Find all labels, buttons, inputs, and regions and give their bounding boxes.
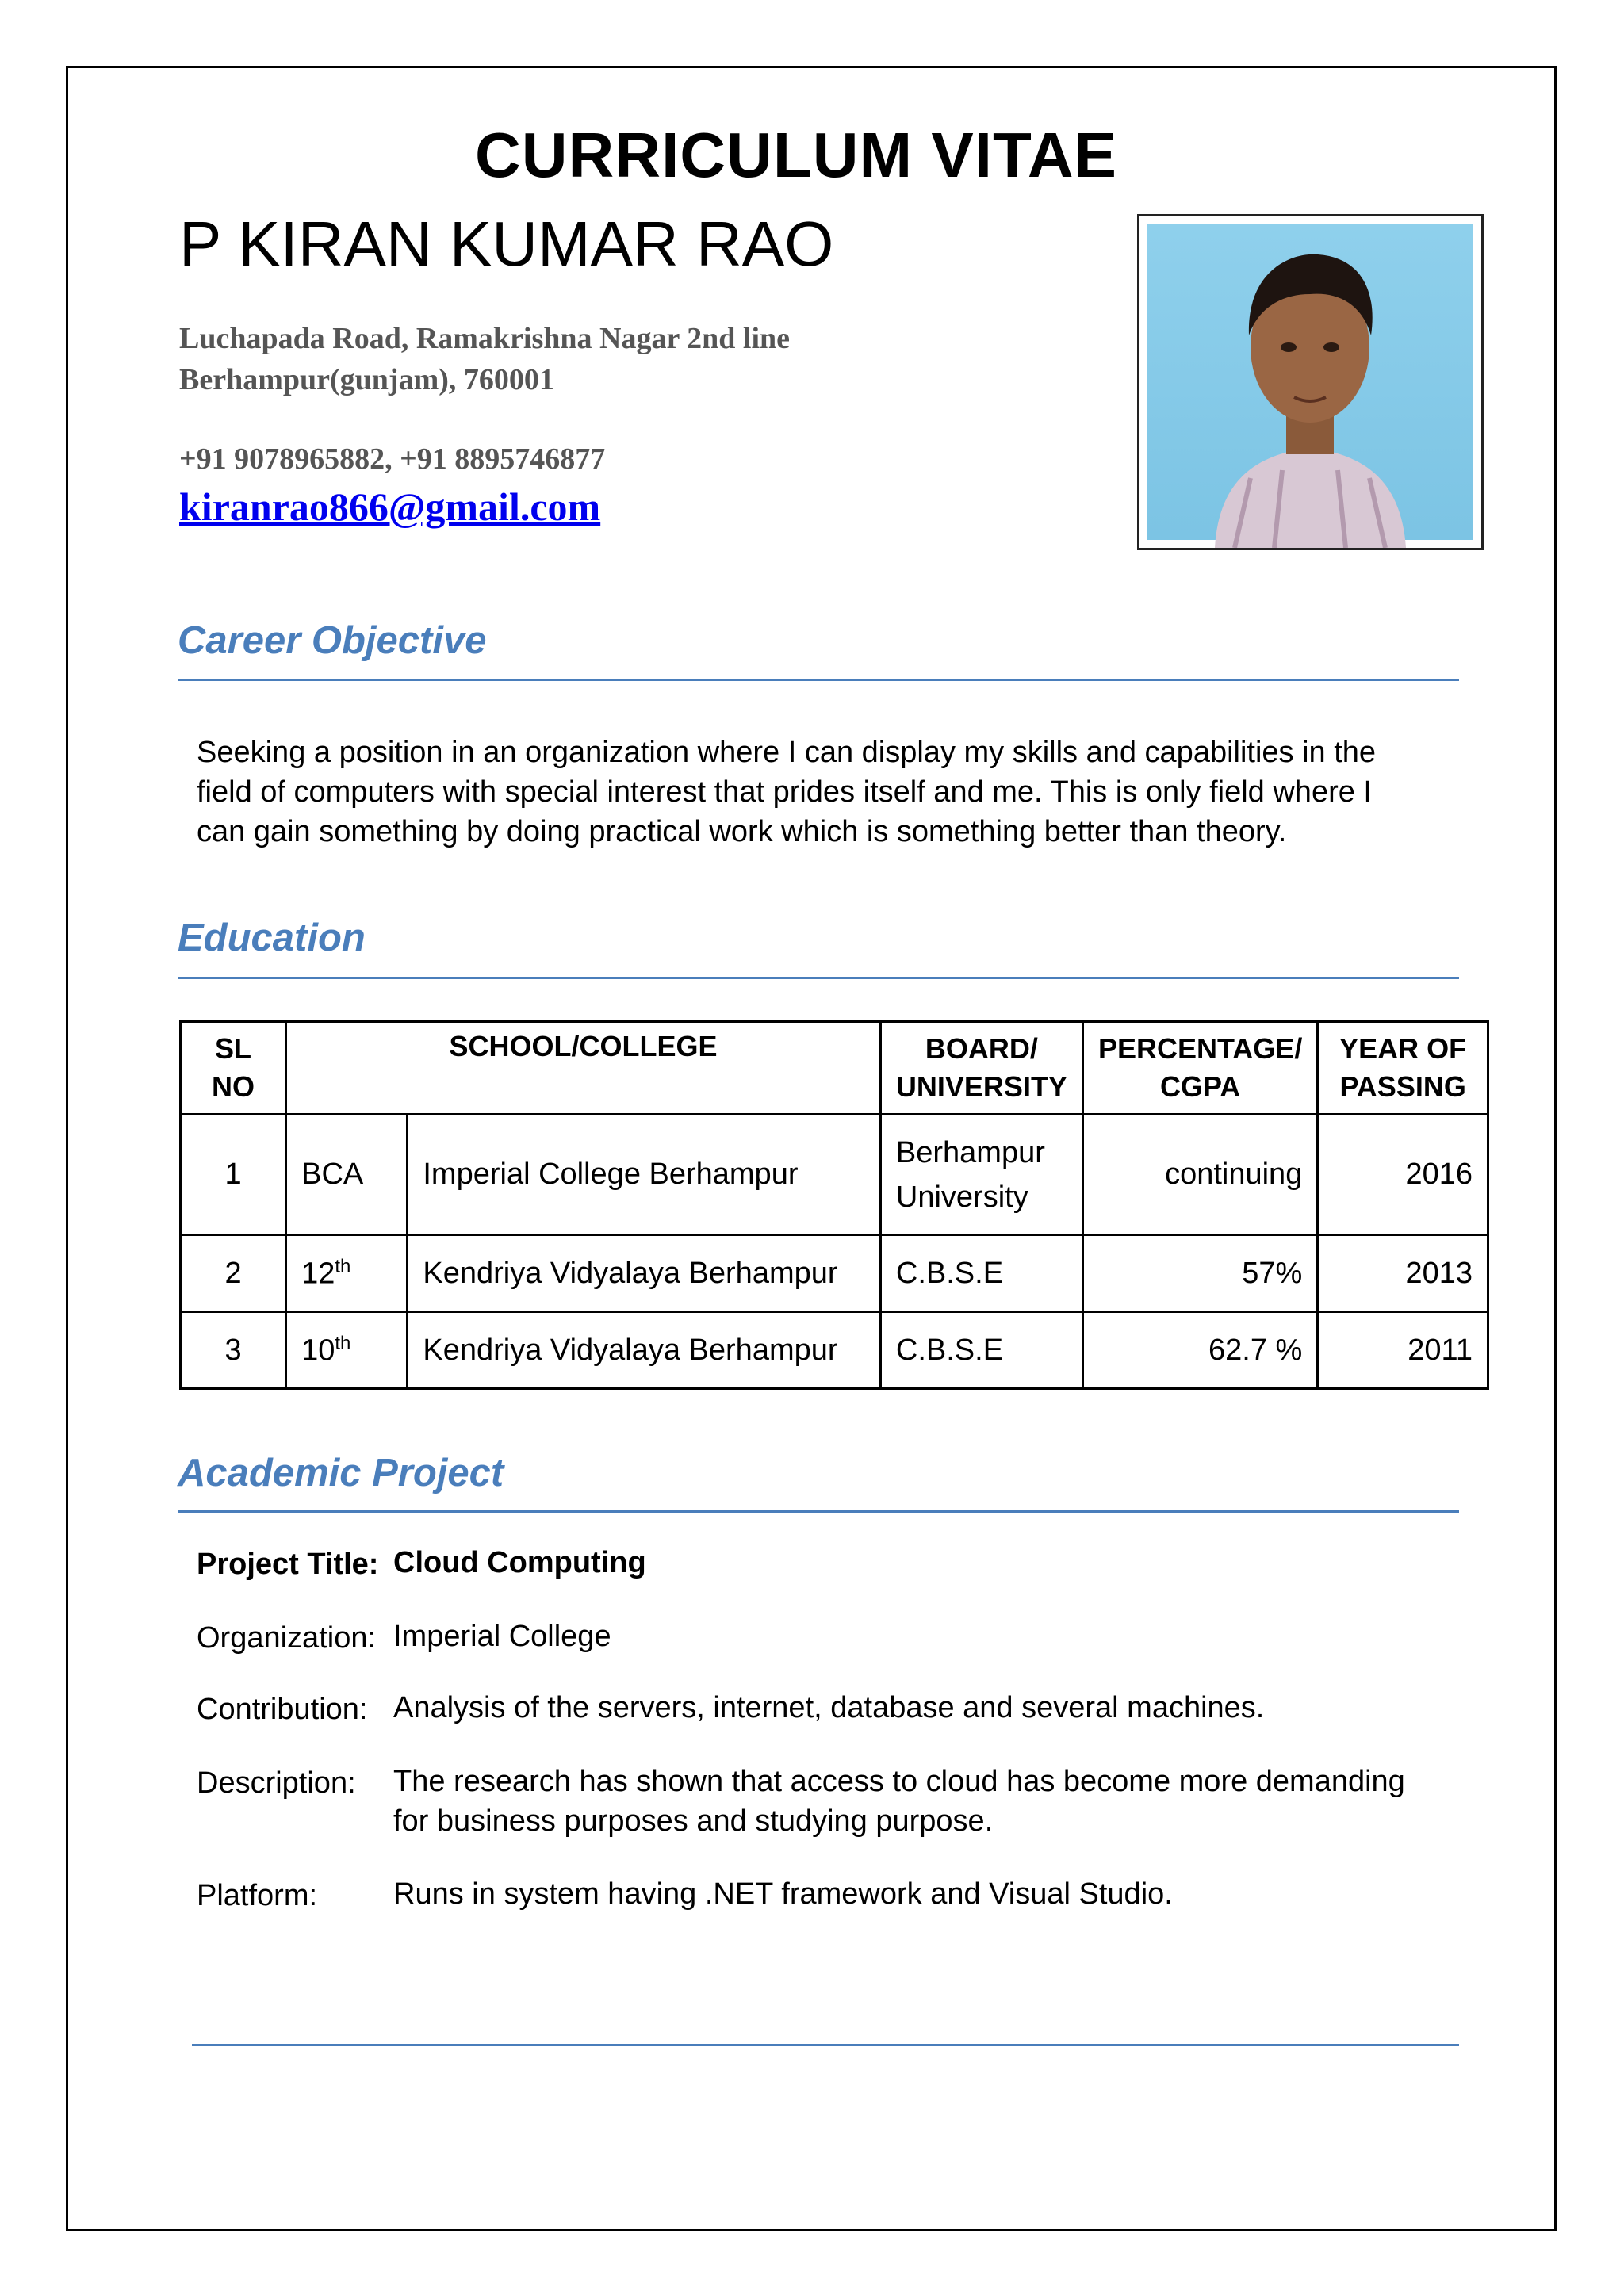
description-label: Description: [197, 1766, 356, 1800]
sl-cell: 1 [181, 1115, 286, 1235]
course-text: BCA [301, 1158, 364, 1191]
sl-cell: 3 [181, 1312, 286, 1389]
platform-label: Platform: [197, 1879, 318, 1912]
score-cell: 57% [1082, 1235, 1317, 1312]
year-cell: 2016 [1318, 1115, 1488, 1235]
email-link[interactable]: kiranrao866@gmail.com [179, 484, 601, 529]
phone-numbers: +91 9078965882, +91 8895746877 [179, 442, 606, 476]
organization-value: Imperial College [393, 1620, 611, 1653]
table-row [181, 1312, 1488, 1389]
board-cell: C.B.S.E [880, 1312, 1082, 1389]
contribution-label: Contribution: [197, 1693, 368, 1726]
document-title: CURRICULUM VITAE [474, 120, 1118, 190]
career-text-line: Seeking a position in an organization where I can display my skills and capabilities in the [197, 736, 1377, 769]
column-header: BOARD/ UNIVERSITY [880, 1022, 1082, 1115]
address-line-2: Berhampur(gunjam), 760001 [179, 363, 554, 396]
contribution-value: Analysis of the servers, internet, database and several machines. [393, 1691, 1265, 1724]
education-table [179, 1020, 1489, 1390]
column-header: PERCENTAGE/ CGPA [1082, 1022, 1317, 1115]
career-objective-heading: Career Objective [178, 619, 487, 662]
description-value-line-1: The research has shown that access to cloud has become more demanding [393, 1765, 1405, 1798]
course-superscript: th [335, 1255, 351, 1277]
organization-label: Organization: [197, 1621, 377, 1655]
candidate-name: P KIRAN KUMAR RAO [179, 209, 834, 279]
year-cell: 2011 [1318, 1312, 1488, 1389]
table-row [181, 1115, 1488, 1235]
course-text: 10 [301, 1334, 335, 1368]
platform-value: Runs in system having .NET framework and Visual Studio. [393, 1877, 1173, 1911]
sl-cell: 2 [181, 1235, 286, 1312]
academic-project-heading: Academic Project [178, 1452, 504, 1494]
address-line-1: Luchapada Road, Ramakrishna Nagar 2nd line [179, 322, 791, 355]
project-title-value: Cloud Computing [393, 1546, 646, 1579]
course-cell [286, 1115, 408, 1235]
course-cell [286, 1235, 408, 1312]
course-cell [286, 1312, 408, 1389]
career-text-line: field of computers with special interest that prides itself and me. This is only field where I [197, 775, 1372, 809]
school-cell: Kendriya Vidyalaya Berhampur [408, 1235, 881, 1312]
footer-divider [192, 2044, 1459, 2046]
project-title-label: Project Title: [197, 1548, 379, 1581]
board-cell: C.B.S.E [880, 1235, 1082, 1312]
section-divider [178, 679, 1459, 681]
career-objective-text [197, 733, 1434, 851]
section-divider [178, 1510, 1459, 1513]
column-header: SL NO [181, 1022, 286, 1115]
course-superscript: th [335, 1332, 351, 1354]
school-cell: Kendriya Vidyalaya Berhampur [408, 1312, 881, 1389]
score-cell: continuing [1082, 1115, 1317, 1235]
column-header: SCHOOL/COLLEGE [286, 1022, 881, 1115]
year-cell: 2013 [1318, 1235, 1488, 1312]
table-header-row [181, 1022, 1488, 1115]
description-value-line-2: for business purposes and studying purpose. [393, 1804, 994, 1838]
school-cell: Imperial College Berhampur [408, 1115, 881, 1235]
education-heading: Education [178, 916, 366, 959]
portrait-photo [1137, 214, 1484, 550]
career-text-line: can gain something by doing practical work which is something better than theory. [197, 815, 1287, 848]
table-row [181, 1235, 1488, 1312]
course-text: 12 [301, 1257, 335, 1291]
section-divider [178, 977, 1459, 979]
board-cell: Berhampur University [880, 1115, 1082, 1235]
column-header: YEAR OF PASSING [1318, 1022, 1488, 1115]
score-cell: 62.7 % [1082, 1312, 1317, 1389]
